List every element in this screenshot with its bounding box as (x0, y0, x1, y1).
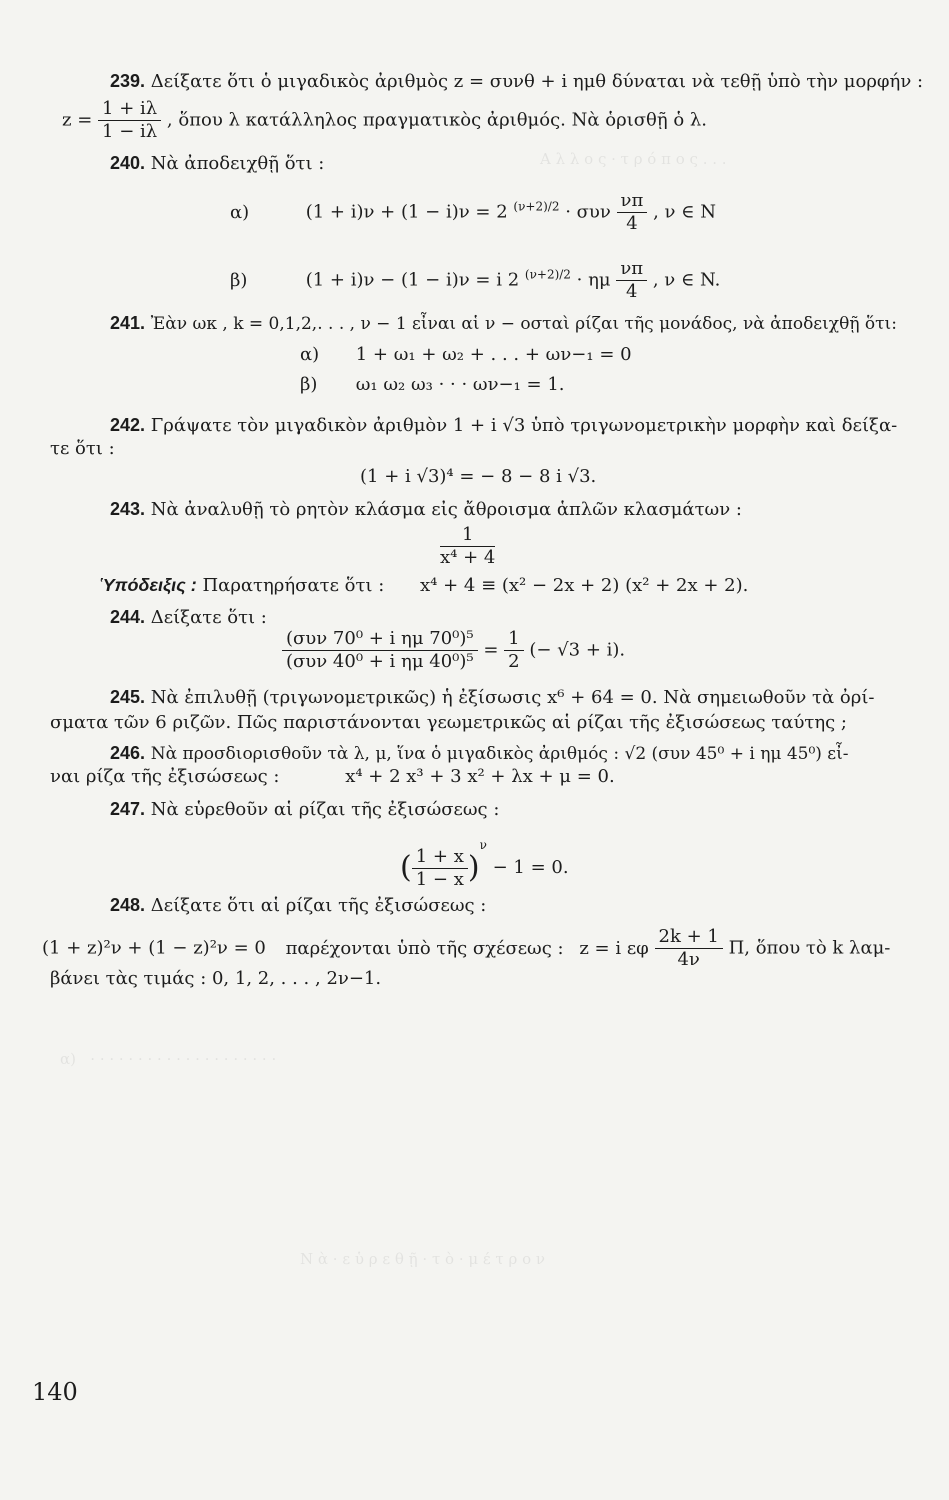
fraction-numerator: 1 (440, 524, 495, 547)
problem-242-formula (360, 466, 596, 488)
problem-text-tail: Π, ὅπου τὸ k λαμ- (728, 937, 891, 959)
fraction-denominator: 4 (626, 213, 638, 234)
problem-text-cont: βάνει τὰς τιμάς : 0, 1, 2, . . . , 2ν−1. (50, 968, 382, 989)
problem-text-cont: τε ὅτι : (50, 438, 115, 459)
fraction (504, 628, 523, 673)
formula-lhs: (1 + i)ν + (1 − i)ν = 2 (305, 201, 508, 223)
problem-248-cont (50, 968, 381, 990)
problem-247-line (110, 798, 499, 821)
fraction-numerator: 1 + x (412, 846, 468, 869)
problem-number: 239. (110, 71, 146, 91)
formula-rhs: − 1 = 0. (492, 857, 569, 878)
fraction (616, 258, 647, 303)
fraction-numerator: 1 + iλ (98, 98, 161, 121)
fraction-numerator: νπ (616, 258, 647, 281)
condition: , ν ∈ N (653, 201, 716, 223)
problem-number: 244. (110, 607, 146, 627)
problem-243-formula (440, 524, 495, 569)
problem-243-hint (100, 574, 748, 597)
fraction (617, 190, 648, 235)
formula-lhs: z = i εφ (579, 937, 649, 959)
fraction-denominator: 1 − iλ (102, 121, 158, 142)
exponent: (ν+2)/2 (513, 199, 560, 214)
problem-text: παρέχονται ὑπὸ τῆς σχέσεως : (285, 937, 564, 959)
fraction (655, 926, 723, 971)
bleed-through-texture: α) · · · · · · · · · · · · · · · · · · · · (60, 1050, 277, 1068)
problem-248-formula (42, 926, 890, 971)
problem-246-cont (50, 766, 615, 788)
fraction-denominator: 1 − x (415, 868, 464, 890)
equals-sign: = (483, 639, 499, 661)
problem-text: Ἐὰν ωκ , k = 0,1,2,. . . , ν − 1 εἶναι αἱ ν − οσταὶ ρίζαι τῆς μονάδος, νὰ ἀποδειχθῇ ὅτι: (150, 314, 897, 334)
exponent: (ν+2)/2 (524, 267, 571, 282)
item-label: β) (230, 269, 248, 291)
fraction-denominator: (συν 40⁰ + i ημ 40⁰)⁵ (286, 651, 474, 672)
problem-number: 242. (110, 415, 146, 435)
problem-245-cont (50, 712, 847, 734)
problem-text-tail: , ὅπου λ κατάλληλος πραγματικὸς ἀριθμός. Νὰ ὁρισθῇ ὁ λ. (166, 109, 708, 131)
fraction-numerator: 2k + 1 (655, 926, 723, 949)
problem-number: 248. (110, 895, 146, 915)
formula: x⁴ + 2 x³ + 3 x² + λx + μ = 0. (345, 766, 615, 787)
problem-241-line (110, 312, 897, 335)
problem-number: 247. (110, 799, 146, 819)
item-label: β) (300, 374, 318, 395)
problem-number: 243. (110, 499, 146, 519)
problem-text: Νὰ ἀναλυθῇ τὸ ρητὸν κλάσμα εἰς ἄθροισμα ἁπλῶν κλασμάτων : (150, 499, 742, 520)
fraction-numerator: νπ (617, 190, 648, 213)
problem-text: Νὰ προσδιορισθοῦν τὰ λ, μ, ἵνα ὁ μιγαδικὸς ἀριθμός : √2 (συν 45⁰ + i ημ 45⁰) εἶ- (150, 744, 849, 764)
fraction-denominator: x⁴ + 4 (440, 547, 496, 568)
fraction (282, 628, 478, 673)
fraction-numerator: 1 (504, 628, 523, 651)
problem-240a-formula (230, 190, 716, 235)
problem-239-formula (62, 98, 707, 143)
fraction (412, 846, 468, 891)
problem-number: 246. (110, 743, 146, 763)
problem-text: Δείξατε ὅτι ὁ μιγαδικὸς ἀριθμὸς z = συνθ + i ημθ δύναται νὰ τεθῇ ὑπὸ τὴν μορφήν : (150, 71, 924, 92)
problem-241b-formula (300, 374, 565, 396)
formula: ω₁ ω₂ ω₃ · · · ων−₁ = 1. (355, 374, 565, 395)
problem-242-line (110, 414, 897, 437)
bleed-through-texture: Ν ὰ · ε ὑ ρ ε θ ῇ · τ ὸ · μ έ τ ρ ο ν (300, 1250, 545, 1268)
problem-240-line (110, 152, 324, 175)
problem-242-cont (50, 438, 115, 460)
problem-text: Δείξατε ὅτι : (150, 607, 267, 628)
problem-246-line (110, 742, 849, 765)
problem-number: 241. (110, 313, 146, 333)
problem-248-line (110, 894, 486, 917)
formula: (1 + i √3)⁴ = − 8 − 8 i √3. (360, 466, 597, 487)
problem-text-cont: ναι ρίζα τῆς ἐξισώσεως : (50, 766, 280, 787)
problem-text: Γράψατε τὸν μιγαδικὸν ἀριθμὸν 1 + i √3 ὑπὸ τριγωνομετρικὴν μορφὴν καὶ δείξα- (150, 415, 898, 436)
problem-245-line (110, 686, 874, 709)
problem-text: Νὰ εὑρεθοῦν αἱ ρίζαι τῆς ἐξισώσεως : (150, 799, 500, 820)
fraction (98, 98, 161, 143)
page-number: 140 (32, 1378, 78, 1406)
problem-text: Δείξατε ὅτι αἱ ρίζαι τῆς ἐξισώσεως : (150, 895, 487, 916)
formula-rhs: (− √3 + i). (529, 639, 626, 661)
problem-241a-formula (300, 344, 632, 366)
problem-240b-formula (230, 258, 720, 303)
problem-244-line (110, 606, 267, 629)
problem-number: 240. (110, 153, 146, 173)
fraction (440, 524, 495, 569)
formula: (1 + z)²ν + (1 − z)²ν = 0 (42, 937, 266, 959)
hint-text: Παρατηρήσατε ὅτι : (202, 575, 385, 596)
formula-rhs: · ημ (576, 269, 611, 291)
condition: , ν ∈ N. (652, 269, 721, 291)
item-label: α) (230, 201, 250, 223)
fraction-numerator: (συν 70⁰ + i ημ 70⁰)⁵ (282, 628, 478, 651)
fraction-denominator: 4 (626, 281, 638, 302)
formula-lhs: (1 + i)ν − (1 − i)ν = i 2 (305, 269, 520, 291)
formula: 1 + ω₁ + ω₂ + . . . + ων−₁ = 0 (355, 344, 632, 365)
hint-label: Ὑπόδειξις : (100, 575, 197, 595)
fraction-denominator: 4ν (677, 949, 700, 970)
problem-247-formula: ( $\frac{1 + x}{1 - x}$ )$^\nu$ − 1 = 0. (400, 838, 569, 890)
problem-text: Νὰ ἐπιλυθῇ (τριγωνομετρικῶς) ἡ ἐξίσωσις x⁶ + 64 = 0. Νὰ σημειωθοῦν τὰ ὀρί- (150, 687, 875, 708)
formula-rhs: · συν (565, 201, 611, 223)
formula-lhs: z = (62, 109, 93, 131)
problem-239-line (110, 70, 923, 93)
hint-formula: x⁴ + 4 ≡ (x² − 2x + 2) (x² + 2x + 2). (420, 575, 749, 596)
problem-243-line (110, 498, 742, 521)
fraction-denominator: 2 (508, 651, 520, 672)
problem-number: 245. (110, 687, 146, 707)
problem-text: Νὰ ἀποδειχθῇ ὅτι : (150, 153, 325, 174)
problem-244-formula (282, 628, 625, 673)
item-label: α) (300, 344, 320, 365)
problem-text-cont: σματα τῶν 6 ριζῶν. Πῶς παριστάνονται γεωμετρικῶς αἱ ρίζαι τῆς ἐξισώσεως ταύτης ; (50, 712, 848, 733)
bleed-through-texture: Α λ λ ο ς · τ ρ ό π ο ς . . . (540, 150, 727, 168)
